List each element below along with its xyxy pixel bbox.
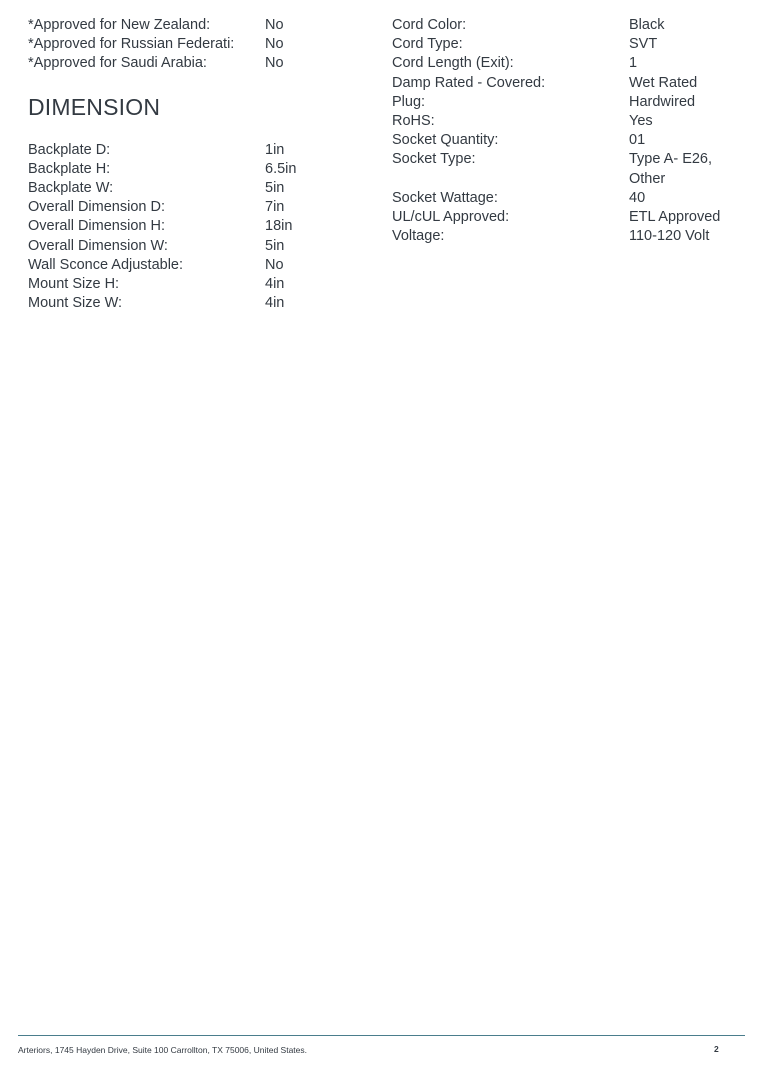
spec-value: 6.5in [265,160,297,177]
spec-value: Hardwired [629,93,696,110]
spec-row-cord-type [392,35,742,54]
spec-value: Type A- E26, Other [629,151,713,187]
spec-value: 7in [265,199,285,216]
spec-label: *Approved for New Zealand: [28,17,211,33]
spec-label: Damp Rated - Covered: [392,74,546,91]
dimension-heading: DIMENSION [28,93,161,120]
spec-value: No [265,55,284,72]
spec-value: 1 [629,55,638,72]
spec-value: Black [629,17,665,33]
spec-row-cord-color [392,16,742,35]
spec-value: No [265,36,284,53]
spec-label: Cord Length (Exit): [392,55,514,72]
spec-value: 5in [265,180,285,197]
spec-value: 110-120 Volt [629,228,710,245]
spec-row-overall-dimension-w [28,237,358,256]
spec-row-rohs [392,112,742,131]
footer-address: Arteriors, 1745 Hayden Drive, Suite 100 Carrollton, TX 75006, United States. [18,1045,307,1055]
footer-divider [18,1035,745,1036]
spec-row-mount-size-h [28,275,358,294]
spec-row-socket-type [392,150,742,188]
spec-row-wall-sconce-adjustable [28,256,358,275]
spec-label: Overall Dimension D: [28,199,165,216]
spec-label: Socket Wattage: [392,189,498,206]
spec-row-cord-length [392,54,742,73]
spec-value: 40 [629,189,646,206]
spec-row-backplate-w [28,179,358,198]
spec-label: Voltage: [392,228,445,245]
spec-value: No [265,17,284,33]
spec-label: UL/cUL Approved: [392,209,510,226]
spec-row-backplate-d [28,141,358,160]
spec-row-plug [392,93,742,112]
spec-label: Cord Color: [392,17,467,33]
spec-row-overall-dimension-h [28,217,358,236]
spec-row-approved-russian-federation [28,35,358,54]
spec-label: Overall Dimension H: [28,218,165,235]
spec-value: ETL Approved [629,209,721,226]
spec-value: 4in [265,276,285,293]
spec-value: SVT [629,36,658,53]
spec-row-socket-quantity [392,131,742,150]
spec-row-backplate-h [28,160,358,179]
spec-row-voltage [392,227,742,246]
spec-value: Wet Rated [629,74,698,91]
spec-value: 1in [265,141,285,158]
spec-row-ul-approved [392,208,742,227]
spec-row-overall-dimension-d [28,198,358,217]
spec-label: Backplate W: [28,180,114,197]
spec-label: Mount Size W: [28,295,123,312]
page-number: 2 [714,1044,719,1054]
spec-label: RoHS: [392,113,435,130]
spec-row-approved-saudi-arabia [28,54,358,73]
spec-value: 5in [265,237,285,254]
spec-label: Cord Type: [392,36,463,53]
left-column [28,16,358,313]
spec-row-approved-new-zealand [28,16,358,35]
spec-value: Yes [629,113,653,130]
spec-label: Plug: [392,93,426,110]
spec-value: 01 [629,132,646,149]
spec-label: Backplate H: [28,160,111,177]
spec-label: Socket Quantity: [392,132,499,149]
spec-row-mount-size-w [28,294,358,313]
spec-label: Overall Dimension W: [28,237,168,254]
spec-label: Socket Type: [392,151,476,168]
spec-value: No [265,256,284,273]
spec-row-socket-wattage [392,189,742,208]
spec-label: Mount Size H: [28,276,120,293]
spec-label: Wall Sconce Adjustable: [28,256,184,273]
right-column [392,16,742,246]
spec-value: 4in [265,295,285,312]
spec-value: 18in [265,218,293,235]
spec-label: *Approved for Russian Federati: [28,36,235,53]
spec-label: Backplate D: [28,141,111,158]
spec-row-damp-rated [392,74,742,93]
spec-label: *Approved for Saudi Arabia: [28,55,207,72]
